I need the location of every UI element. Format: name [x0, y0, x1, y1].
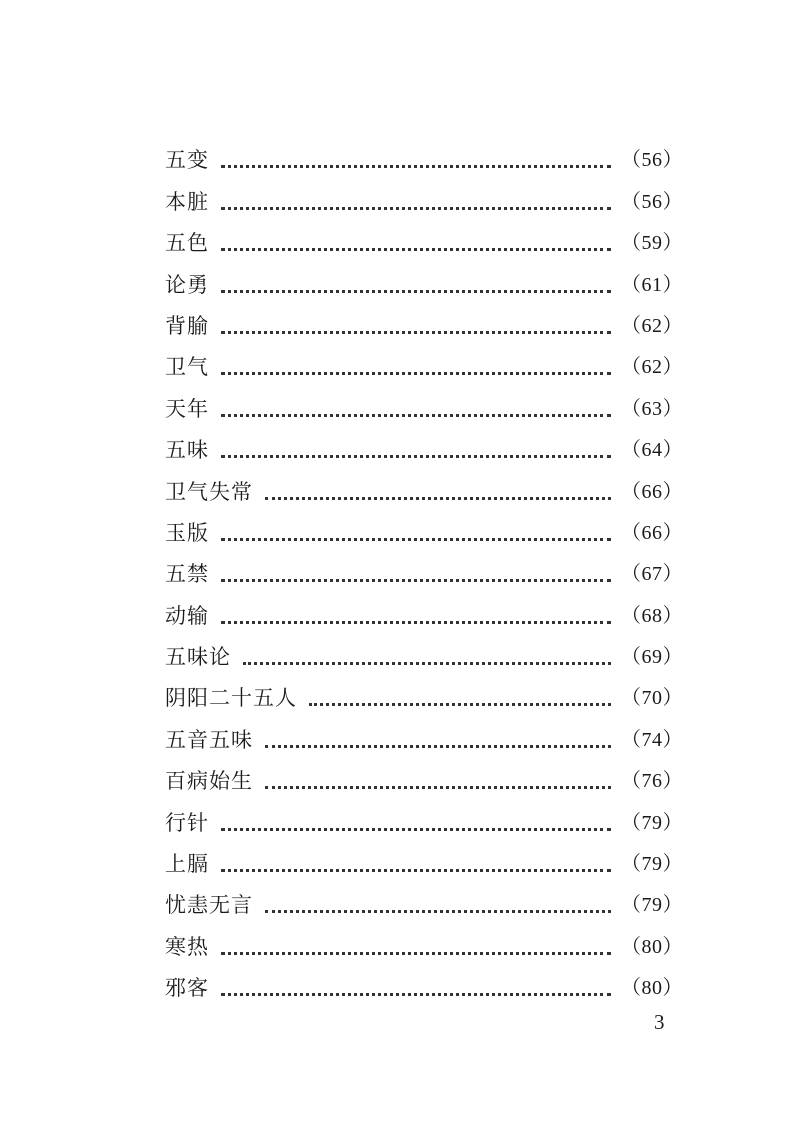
toc-entry-title: 上膈: [165, 852, 209, 877]
toc-entry-title: 卫气: [165, 355, 209, 380]
dot-leader: [221, 207, 611, 210]
toc-entry[interactable]: [165, 844, 683, 885]
toc-entry-page: （76）: [621, 770, 683, 793]
toc-entry[interactable]: [165, 595, 683, 636]
toc-entry-title: 忧恚无言: [165, 893, 253, 918]
toc-entry-page: （61）: [621, 273, 683, 296]
dot-leader: [221, 290, 611, 293]
toc-entry[interactable]: [165, 678, 683, 719]
toc-entry[interactable]: [165, 306, 683, 347]
toc-entry[interactable]: [165, 471, 683, 512]
dot-leader: [309, 703, 611, 706]
dot-leader: [221, 372, 611, 375]
dot-leader: [221, 621, 611, 624]
toc-entry-page: （63）: [621, 397, 683, 420]
dot-leader: [243, 662, 611, 665]
toc-entry-page: （79）: [621, 894, 683, 917]
toc-entry-page: （79）: [621, 811, 683, 834]
toc-entry[interactable]: [165, 140, 683, 181]
toc-entry-title: 五变: [165, 148, 209, 173]
toc-entry[interactable]: [165, 513, 683, 554]
toc-entry-title: 五音五味: [165, 727, 253, 752]
toc-entry-page: （62）: [621, 314, 683, 337]
toc-entry-title: 寒热: [165, 934, 209, 959]
toc-entry-page: （56）: [621, 149, 683, 172]
dot-leader: [221, 248, 611, 251]
toc-entry-page: （66）: [621, 521, 683, 544]
dot-leader: [221, 331, 611, 334]
toc-entry-page: （56）: [621, 190, 683, 213]
toc-entry-title: 五禁: [165, 562, 209, 587]
toc-entry[interactable]: [165, 430, 683, 471]
dot-leader: [221, 993, 611, 996]
toc-entry-page: （59）: [621, 232, 683, 255]
toc-entry-title: 五色: [165, 231, 209, 256]
dot-leader: [221, 869, 611, 872]
toc-entry[interactable]: [165, 264, 683, 305]
toc-entry-title: 五味论: [165, 645, 231, 670]
dot-leader: [221, 414, 611, 417]
toc-entry[interactable]: [165, 719, 683, 760]
dot-leader: [221, 828, 611, 831]
toc-entry[interactable]: [165, 223, 683, 264]
toc-entry-title: 阴阳二十五人: [165, 686, 297, 711]
toc-entry-title: 邪客: [165, 976, 209, 1001]
toc-entry-title: 百病始生: [165, 769, 253, 794]
toc-entry-page: （69）: [621, 646, 683, 669]
toc-entry-title: 玉版: [165, 520, 209, 545]
toc-entry[interactable]: [165, 637, 683, 678]
toc-entry[interactable]: [165, 761, 683, 802]
toc-entry[interactable]: [165, 181, 683, 222]
toc-entry-title: 卫气失常: [165, 479, 253, 504]
toc-entry-page: （68）: [621, 604, 683, 627]
dot-leader: [265, 497, 611, 500]
toc-entry[interactable]: [165, 347, 683, 388]
toc-entry-page: （80）: [621, 935, 683, 958]
toc-entry[interactable]: [165, 388, 683, 429]
toc-entry-page: （66）: [621, 480, 683, 503]
toc-entry-page: （64）: [621, 439, 683, 462]
toc-entry[interactable]: [165, 554, 683, 595]
toc-entry-title: 论勇: [165, 272, 209, 297]
toc-entry[interactable]: [165, 802, 683, 843]
toc-entry-title: 行针: [165, 810, 209, 835]
dot-leader: [221, 952, 611, 955]
dot-leader: [265, 745, 611, 748]
toc-entry-page: （74）: [621, 728, 683, 751]
toc-entry-page: （67）: [621, 563, 683, 586]
page-number: 3: [654, 1010, 665, 1034]
dot-leader: [265, 786, 611, 789]
toc-entry-title: 背腧: [165, 313, 209, 338]
dot-leader: [221, 455, 611, 458]
dot-leader: [221, 579, 611, 582]
toc-entry-title: 天年: [165, 396, 209, 421]
toc-entry[interactable]: [165, 968, 683, 1009]
toc-entry-title: 本脏: [165, 189, 209, 214]
toc-entry-page: （70）: [621, 687, 683, 710]
toc-entry-page: （62）: [621, 356, 683, 379]
table-of-contents: [165, 140, 683, 1009]
dot-leader: [265, 910, 611, 913]
toc-entry-page: （80）: [621, 977, 683, 1000]
dot-leader: [221, 538, 611, 541]
toc-entry-title: 五味: [165, 438, 209, 463]
toc-entry-title: 动输: [165, 603, 209, 628]
dot-leader: [221, 165, 611, 168]
toc-entry[interactable]: [165, 885, 683, 926]
toc-entry-page: （79）: [621, 853, 683, 876]
toc-entry[interactable]: [165, 926, 683, 967]
